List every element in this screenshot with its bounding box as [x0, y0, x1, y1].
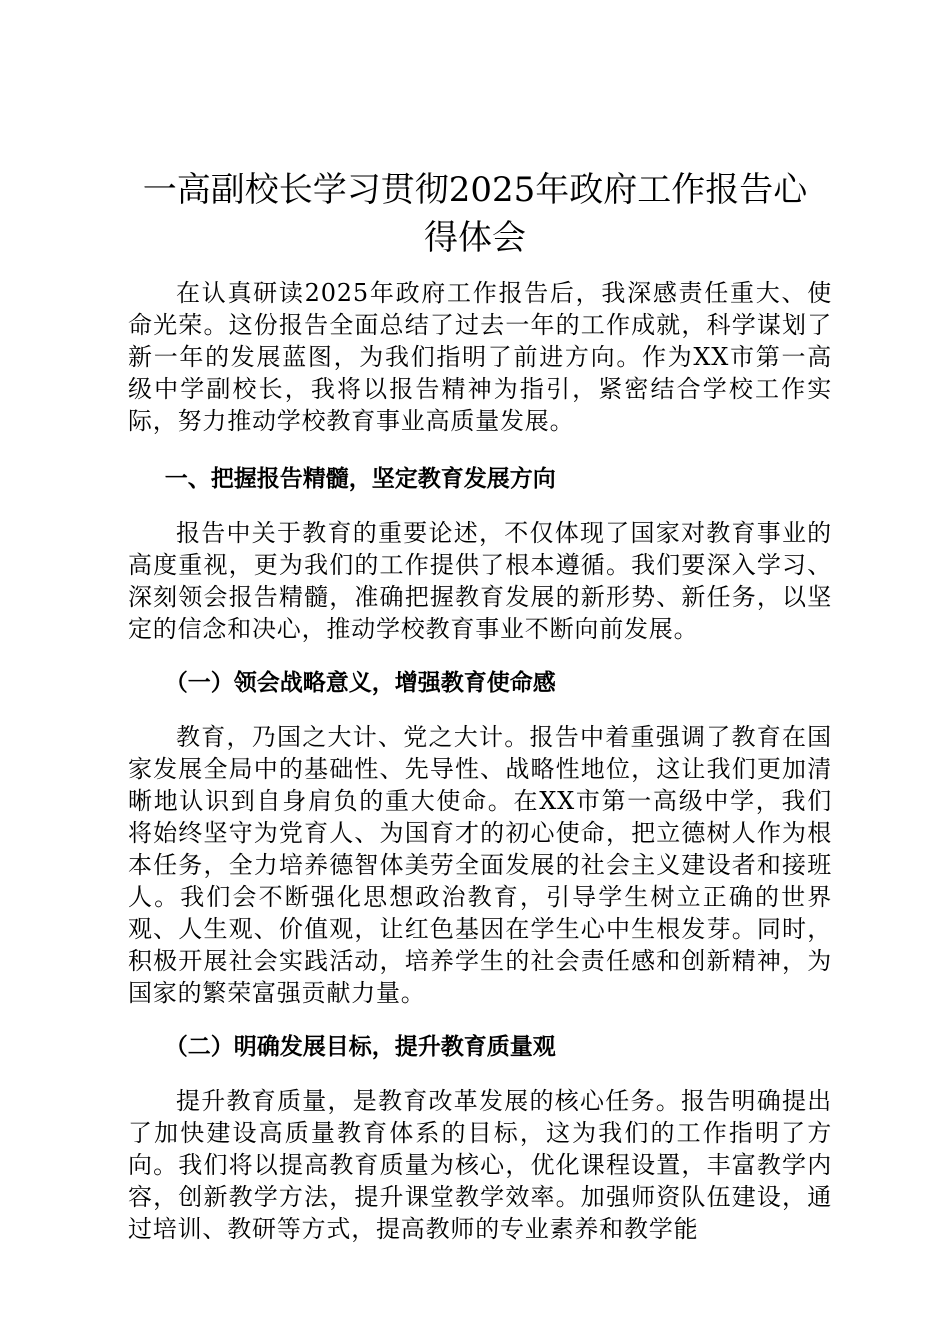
section-1-paragraph: 报告中关于教育的重要论述，不仅体现了国家对教育事业的高度重视，更为我们的工作提供了根本遵循。我们要深入学习、深刻领会报告精髓，准确把握教育发展的新形势、新任务，以坚定的信念和决心，推动学校教育事业不断向前发展。	[128, 519, 832, 643]
subsection-heading-2: （二）明确发展目标，提升教育质量观	[164, 1034, 556, 1060]
subsection-1-paragraph: 教育，乃国之大计、党之大计。报告中着重强调了教育在国家发展全局中的基础性、先导性、战略性地位，这让我们更加清晰地认识到自身肩负的重大使命。在XX市第一高级中学，我们将始终坚守为党育人、为国育才的初心使命，把立德树人作为根本任务，全力培养德智体美劳全面发展的社会主义建设者和接班人。我们会不断强化思想政治教育，引导学生树立正确的世界观、人生观、价值观，让红色基因在学生心中生根发芽。同时，积极开展社会实践活动，培养学生的社会责任感和创新精神，为国家的繁荣富强贡献力量。	[128, 723, 832, 1007]
document-title-line-1: 一高副校长学习贯彻2025年政府工作报告心	[142, 170, 808, 210]
document-title-line-2: 得体会	[424, 218, 526, 258]
subsection-heading-1: （一）领会战略意义，增强教育使命感	[164, 670, 556, 696]
subsection-2-paragraph: 提升教育质量，是教育改革发展的核心任务。报告明确提出了加快建设高质量教育体系的目标，这为我们的工作指明了方向。我们将以提高教育质量为核心，优化课程设置，丰富教学内容，创新教学方法，提升课堂教学效率。加强师资队伍建设，通过培训、教研等方式，提高教师的专业素养和教学能	[128, 1087, 832, 1243]
intro-paragraph: 在认真研读2025年政府工作报告后，我深感责任重大、使命光荣。这份报告全面总结了过去一年的工作成就，科学谋划了新一年的发展蓝图，为我们指明了前进方向。作为XX市第一高级中学副校长，我将以报告精神为指引，紧密结合学校工作实际，努力推动学校教育事业高质量发展。	[128, 279, 832, 435]
section-heading-1: 一、把握报告精髓，坚定教育发展方向	[164, 466, 556, 492]
document-title	[110, 166, 840, 262]
document-body	[128, 277, 832, 1245]
